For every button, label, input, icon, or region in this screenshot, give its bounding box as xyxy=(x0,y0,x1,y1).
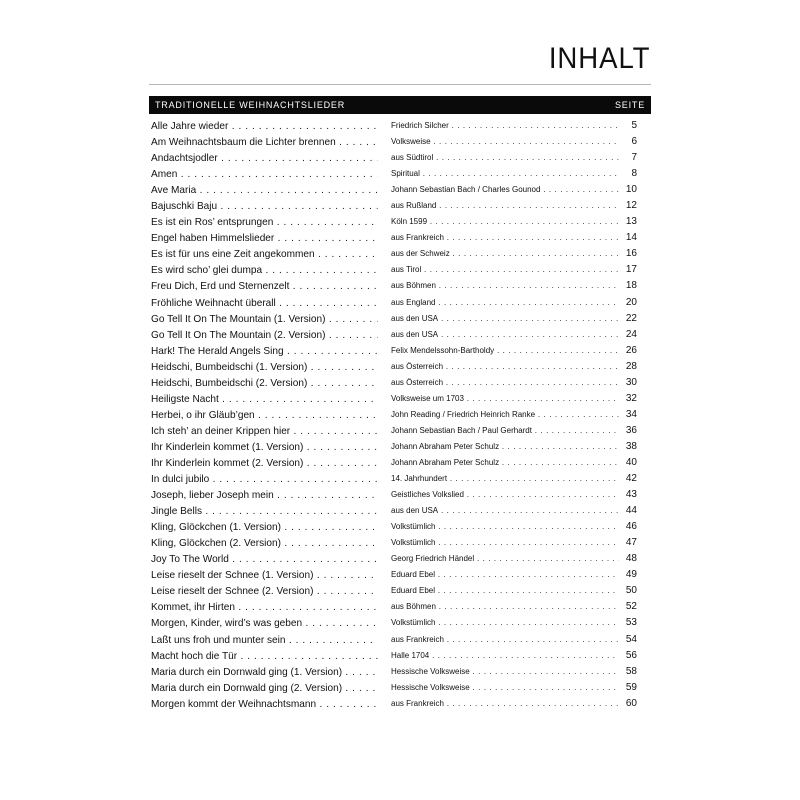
song-source: aus Frankreich . . . xyxy=(391,230,619,246)
toc-list xyxy=(149,118,651,712)
song-source: aus Österreich . . . xyxy=(391,359,619,375)
song-title: Go Tell It On The Mountain (1. Version) . . . xyxy=(151,311,378,327)
song-title: Es wird scho’ glei dumpa . . . xyxy=(151,262,378,278)
page-number: 49 xyxy=(625,569,637,581)
song-title: Jingle Bells . . . xyxy=(151,503,378,519)
song-source: Eduard Ebel . . . xyxy=(391,583,619,599)
toc-entry xyxy=(149,583,651,599)
toc-entry xyxy=(149,455,651,471)
page-number: 40 xyxy=(625,456,637,468)
page-number: 46 xyxy=(625,521,637,533)
page-number: 22 xyxy=(625,312,637,324)
song-title: Ave Maria . . . xyxy=(151,182,378,198)
page-number: 59 xyxy=(625,681,637,693)
toc-entry xyxy=(149,439,651,455)
song-source: John Reading / Friedrich Heinrich Ranke . . . xyxy=(391,407,619,423)
toc-entry xyxy=(149,648,651,664)
toc-entry xyxy=(149,246,651,262)
toc-entry xyxy=(149,150,651,166)
page-number: 52 xyxy=(625,601,637,613)
page-number: 28 xyxy=(625,360,637,372)
page-number: 44 xyxy=(625,505,637,517)
toc-entry xyxy=(149,295,651,311)
song-source: Johann Abraham Peter Schulz . . . xyxy=(391,439,619,455)
song-title: Morgen kommt der Weihnachtsmann . . . xyxy=(151,696,378,712)
song-source: aus Frankreich . . . xyxy=(391,632,619,648)
toc-entry xyxy=(149,134,651,150)
toc-entry xyxy=(149,214,651,230)
toc-entry xyxy=(149,391,651,407)
song-source: Eduard Ebel . . . xyxy=(391,567,619,583)
song-title: Maria durch ein Dornwald ging (1. Version) . . . xyxy=(151,664,378,680)
toc-entry xyxy=(149,551,651,567)
toc-entry xyxy=(149,166,651,182)
song-title: Heidschi, Bumbeidschi (2. Version) . . . xyxy=(151,375,378,391)
song-title: Macht hoch die Tür . . . xyxy=(151,648,378,664)
song-title: Ihr Kinderlein kommet (2. Version) . . . xyxy=(151,455,378,471)
song-title: Hark! The Herald Angels Sing . . . xyxy=(151,343,378,359)
toc-entry xyxy=(149,535,651,551)
song-title: Kling, Glöckchen (2. Version) . . . xyxy=(151,535,378,551)
song-source: aus Tirol . . . xyxy=(391,262,619,278)
page-number: 5 xyxy=(631,120,637,131)
page-number: 24 xyxy=(625,328,637,340)
toc-entry xyxy=(149,696,651,712)
song-source: aus den USA . . . xyxy=(391,503,619,519)
song-source: aus den USA . . . xyxy=(391,311,619,327)
page-number: 14 xyxy=(625,232,637,244)
song-source: Johann Abraham Peter Schulz . . . xyxy=(391,455,619,471)
song-title: Leise rieselt der Schnee (2. Version) . . . xyxy=(151,583,378,599)
song-source: Halle 1704 . . . xyxy=(391,648,619,664)
page-number: 7 xyxy=(631,152,637,164)
toc-entry xyxy=(149,664,651,680)
page-number: 43 xyxy=(625,489,637,501)
page-number: 17 xyxy=(625,264,637,276)
toc-entry xyxy=(149,375,651,391)
toc-entry xyxy=(149,311,651,327)
song-title: Heiligste Nacht . . . xyxy=(151,391,378,407)
toc-entry xyxy=(149,198,651,214)
song-source: 14. Jahrhundert . . . xyxy=(391,471,619,487)
song-source: Volkstümlich . . . xyxy=(391,615,619,631)
toc-entry xyxy=(149,407,651,423)
song-title: Go Tell It On The Mountain (2. Version) . . . xyxy=(151,327,378,343)
page-number: 6 xyxy=(631,136,637,148)
song-title: Laßt uns froh und munter sein . . . xyxy=(151,632,378,648)
song-source: Spiritual . . . xyxy=(391,166,619,182)
page-number: 30 xyxy=(625,376,637,388)
page-number: 38 xyxy=(625,440,637,452)
toc-entry xyxy=(149,359,651,375)
toc-entry xyxy=(149,343,651,359)
song-title: Ich steh’ an deiner Krippen hier . . . xyxy=(151,423,378,439)
page-number: 18 xyxy=(625,280,637,292)
song-title: Joy To The World . . . xyxy=(151,551,378,567)
song-source: Volksweise um 1703 . . . xyxy=(391,391,619,407)
toc-entry xyxy=(149,519,651,535)
song-source: Geistliches Volkslied . . . xyxy=(391,487,619,503)
song-title: In dulci jubilo . . . xyxy=(151,471,378,487)
song-source: Köln 1599 . . . xyxy=(391,214,619,230)
page-number: 12 xyxy=(625,200,637,212)
page-number: 26 xyxy=(625,344,637,356)
toc-entry xyxy=(149,118,651,134)
song-source: aus den USA . . . xyxy=(391,327,619,343)
song-title: Es ist ein Ros’ entsprungen . . . xyxy=(151,214,378,230)
song-source: Hessische Volksweise . . . xyxy=(391,680,619,696)
song-source: Volksweise . . . xyxy=(391,134,619,150)
toc-entry xyxy=(149,615,651,631)
song-title: Joseph, lieber Joseph mein . . . xyxy=(151,487,378,503)
page-number: 13 xyxy=(625,216,637,228)
song-source: Friedrich Silcher . . . xyxy=(391,118,619,134)
song-source: Volkstümlich . . . xyxy=(391,519,619,535)
song-source: Hessische Volksweise . . . xyxy=(391,664,619,680)
page-number: 36 xyxy=(625,424,637,436)
toc-entry xyxy=(149,182,651,198)
page-number: 58 xyxy=(625,665,637,677)
page-number: 60 xyxy=(625,697,637,709)
page-number: 47 xyxy=(625,537,637,549)
song-title: Bajuschki Baju . . . xyxy=(151,198,378,214)
song-title: Andachtsjodler . . . xyxy=(151,150,378,166)
song-source: aus Frankreich . . . xyxy=(391,696,619,712)
page-number: 10 xyxy=(625,184,637,196)
section-label: TRADITIONELLE WEIHNACHTSLIEDER xyxy=(155,100,346,110)
song-title: Amen . . . xyxy=(151,166,378,182)
song-title: Herbei, o ihr Gläub’gen . . . xyxy=(151,407,378,423)
toc-entry xyxy=(149,599,651,615)
song-source: Volkstümlich . . . xyxy=(391,535,619,551)
page-number: 8 xyxy=(631,168,637,180)
song-title: Maria durch ein Dornwald ging (2. Version) . . . xyxy=(151,680,378,696)
song-title: Es ist für uns eine Zeit angekommen . . . xyxy=(151,246,378,262)
song-source: aus Rußland . . . xyxy=(391,198,619,214)
song-source: aus Südtirol . . . xyxy=(391,150,619,166)
song-title: Alle Jahre wieder . . . xyxy=(151,118,378,134)
page-number: 50 xyxy=(625,585,637,597)
toc-entry xyxy=(149,471,651,487)
page-number: 53 xyxy=(625,617,637,629)
song-title: Leise rieselt der Schnee (1. Version) . . . xyxy=(151,567,378,583)
song-title: Fröhliche Weihnacht überall . . . xyxy=(151,295,378,311)
song-title: Kling, Glöckchen (1. Version) . . . xyxy=(151,519,378,535)
song-source: aus der Schweiz . . . xyxy=(391,246,619,262)
toc-entry xyxy=(149,278,651,294)
page-number: 54 xyxy=(625,633,637,645)
song-source: aus Österreich . . . xyxy=(391,375,619,391)
page-number: 20 xyxy=(625,296,637,308)
song-source: Felix Mendelssohn-Bartholdy . . . xyxy=(391,343,619,359)
song-source: aus Böhmen . . . xyxy=(391,278,619,294)
song-title: Heidschi, Bumbeidschi (1. Version) . . . xyxy=(151,359,378,375)
toc-entry xyxy=(149,503,651,519)
toc-entry xyxy=(149,567,651,583)
song-source: Johann Sebastian Bach / Charles Gounod . . . xyxy=(391,182,619,198)
song-title: Ihr Kinderlein kommet (1. Version) . . . xyxy=(151,439,378,455)
song-title: Am Weihnachtsbaum die Lichter brennen . . . xyxy=(151,134,378,150)
song-title: Kommet, ihr Hirten . . . xyxy=(151,599,378,615)
page-title: INHALT xyxy=(548,42,650,75)
title-rule xyxy=(149,84,651,85)
song-title: Freu Dich, Erd und Sternenzelt . . . xyxy=(151,278,378,294)
toc-entry xyxy=(149,230,651,246)
page-number: 56 xyxy=(625,649,637,661)
song-title: Engel haben Himmelslieder . . . xyxy=(151,230,378,246)
page-number: 16 xyxy=(625,248,637,260)
toc-entry xyxy=(149,262,651,278)
song-source: Georg Friedrich Händel . . . xyxy=(391,551,619,567)
song-source: Johann Sebastian Bach / Paul Gerhardt . . . xyxy=(391,423,619,439)
page-number: 42 xyxy=(625,473,637,485)
song-source: aus Böhmen . . . xyxy=(391,599,619,615)
page-number: 32 xyxy=(625,392,637,404)
page-column-label: SEITE xyxy=(614,100,645,110)
page-number: 34 xyxy=(625,408,637,420)
toc-entry xyxy=(149,680,651,696)
toc-entry xyxy=(149,423,651,439)
toc-entry xyxy=(149,487,651,503)
page-number: 48 xyxy=(625,553,637,565)
song-source: aus England . . . xyxy=(391,295,619,311)
toc-entry xyxy=(149,327,651,343)
toc-entry xyxy=(149,632,651,648)
section-header xyxy=(149,96,651,114)
song-title: Morgen, Kinder, wird’s was geben . . . xyxy=(151,615,378,631)
